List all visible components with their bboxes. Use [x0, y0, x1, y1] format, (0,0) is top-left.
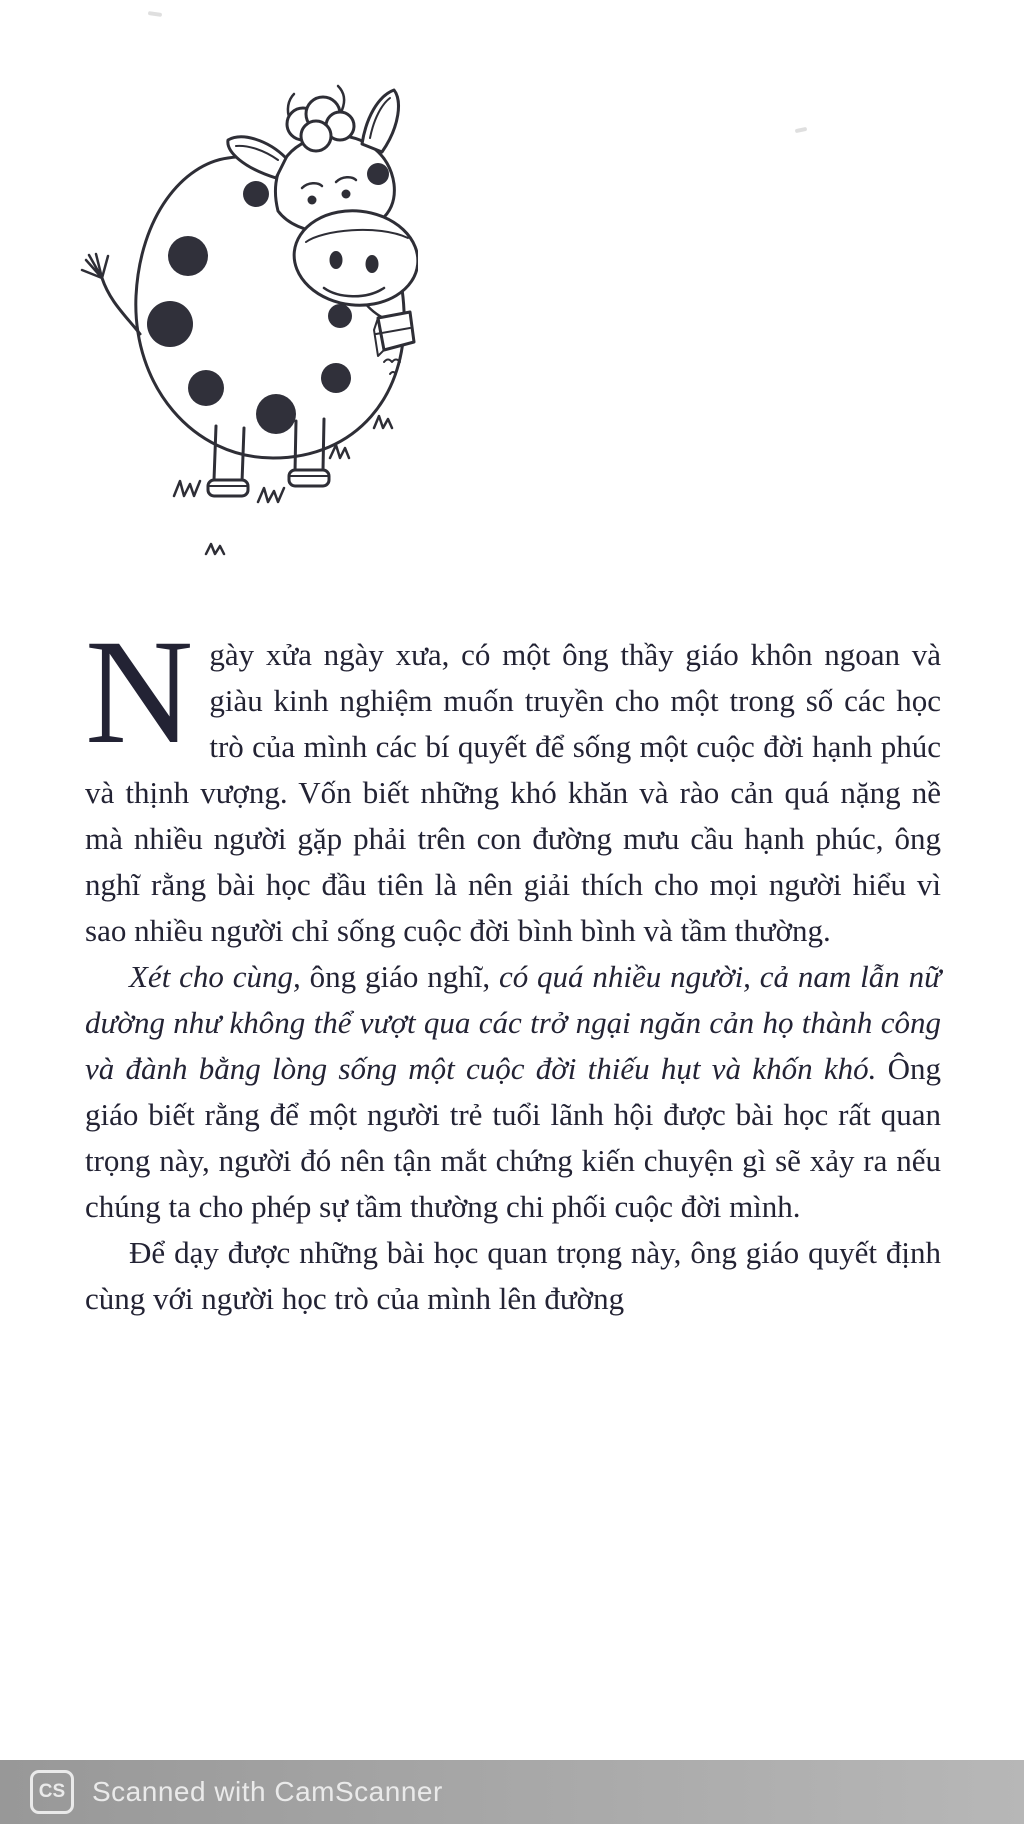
camscanner-watermark-bar	[0, 1760, 1024, 1824]
paragraph-2-seg3: có quá nhiều người, cả nam lẫn nữ dường như không thể vượt qua các trở ngại ngăn cản họ thành công và đành bằng lòng sống một cuộc đời thiếu hụt và khốn khó.	[85, 959, 941, 1086]
paragraph-2-seg1: Xét cho cùng,	[129, 959, 310, 994]
paragraph-3-text: Để dạy được những bài học quan trọng này, ông giáo quyết định cùng với người học trò của mình lên đường	[85, 1235, 941, 1316]
scan-artifact	[148, 11, 162, 17]
page-text-block	[85, 609, 941, 1322]
cow-sketch-illustration	[78, 66, 418, 566]
camscanner-label: Scanned with CamScanner	[92, 1776, 443, 1807]
paragraph-3	[85, 1230, 941, 1322]
paragraph-2-seg4: Ông giáo biết rằng để một người trẻ tuổi lãnh hội được bài học rất quan trọng này, người đó nên tận mắt chứng kiến chuyện gì sẽ xảy ra nếu chúng ta cho phép sự tầm thường chi phối cuộc đời mình.	[85, 1051, 941, 1224]
drop-cap: N	[85, 609, 194, 775]
camscanner-logo: CS	[30, 1770, 74, 1814]
paragraph-2-seg2: ông giáo nghĩ,	[309, 959, 499, 994]
paragraph-1	[85, 609, 941, 954]
paragraph-1-text: gày xửa ngày xưa, có một ông thầy giáo khôn ngoan và giàu kinh nghiệm muốn truyền cho một trong số các học trò của mình các bí quyết để sống một cuộc đời hạnh phúc và thịnh vượng. Vốn biết những khó khăn và rào cản quá nặng nề mà nhiều người gặp phải trên con đường mưu cầu hạnh phúc, ông nghĩ rằng bài học đầu tiên là nên giải thích cho mọi người hiểu vì sao nhiều người chỉ sống cuộc đời bình bình và tầm thường.	[85, 637, 941, 948]
scan-artifact	[795, 127, 808, 133]
paragraph-2	[85, 954, 941, 1230]
